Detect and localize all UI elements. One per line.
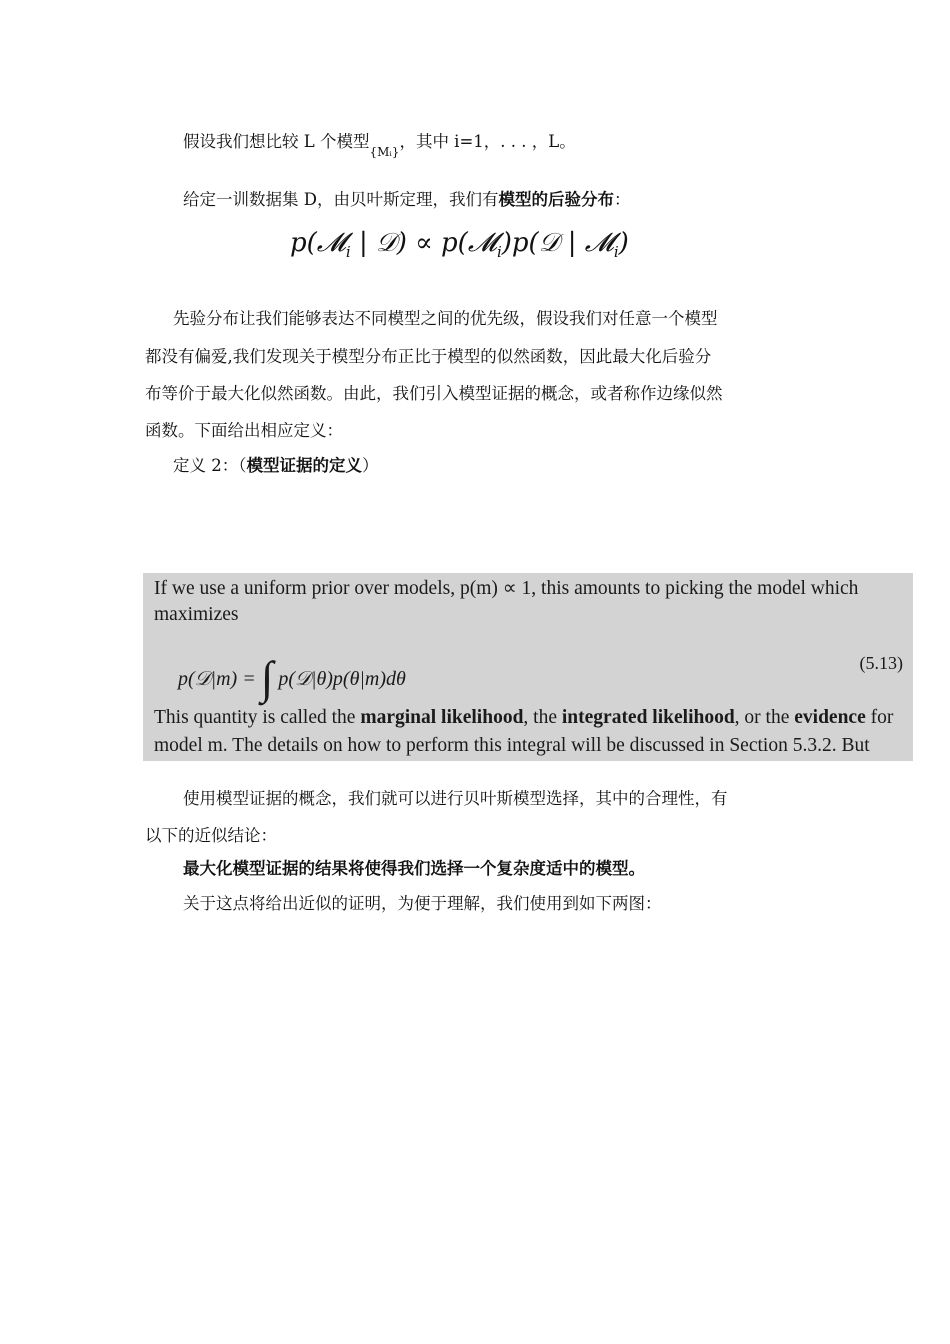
para3-line: 布等价于最大化似然函数。由此，我们引入模型证据的概念，或者称作边缘似然 <box>145 384 723 403</box>
para2-colon: ： <box>613 190 631 209</box>
eq-sub: i <box>496 243 502 262</box>
para1-text: 假设我们想比较 L 个模型 <box>183 132 370 151</box>
excerpt-line: If we use a uniform prior over models, p(m) ∝ 1, this amounts to picking the model which <box>154 578 859 599</box>
definition-prefix: 定义 2：（ <box>173 456 247 475</box>
posterior-term: 模型的后验分布 <box>498 190 614 209</box>
eq-lhs: p(𝒟|m) = <box>178 668 261 690</box>
eq-rhs: p(𝒟|θ)p(θ|m)dθ <box>273 668 406 690</box>
para2-text: 给定一训数据集 D，由贝叶斯定理，我们有 <box>183 190 499 209</box>
model-set-notation: {Mᵢ} <box>369 145 400 159</box>
integrated-likelihood-term: integrated likelihood <box>561 707 735 728</box>
para4-line: 使用模型证据的概念，我们就可以进行贝叶斯模型选择，其中的合理性，有 <box>183 789 728 808</box>
para5: 关于这点将给出近似的证明，为便于理解，我们使用到如下两图： <box>183 894 662 913</box>
para1-text-end: ，其中 i=1，. . . ，L。 <box>399 132 576 151</box>
equation-number: (5.13) <box>859 653 903 673</box>
para1 <box>183 128 576 159</box>
eq-sub: i <box>613 243 619 262</box>
eq-rhs: )p(𝒟 | 𝓜 <box>501 228 614 258</box>
excerpt-text: This quantity is called the <box>154 707 361 728</box>
eq-end: ) <box>618 228 629 258</box>
para2 <box>183 186 630 210</box>
eq-sub: i <box>345 243 351 262</box>
excerpt-text: , the <box>523 707 562 728</box>
marginal-likelihood-term: marginal likelihood <box>360 707 524 728</box>
definition-suffix: ） <box>362 456 379 475</box>
excerpt-line <box>154 707 893 729</box>
textbook-excerpt <box>143 573 913 761</box>
excerpt-text: , or the <box>734 707 795 728</box>
eq-lhs: p(𝓜 <box>290 228 346 258</box>
excerpt-text: for <box>865 707 894 728</box>
definition-heading <box>173 452 379 476</box>
para4-line: 以下的近似结论： <box>145 826 277 845</box>
para3-line: 先验分布让我们能够表达不同模型之间的优先级，假设我们对任意一个模型 <box>173 309 718 328</box>
definition-title: 模型证据的定义 <box>246 456 362 475</box>
evidence-equation <box>178 643 406 703</box>
excerpt-line: maximizes <box>154 604 239 625</box>
integral-sign: ∫ <box>260 652 274 703</box>
excerpt-line: model m. The details on how to perform this integral will be discussed in Section 5.3.2. But <box>154 735 870 756</box>
conclusion-statement: 最大化模型证据的结果将使得我们选择一个复杂度适中的模型。 <box>183 859 645 878</box>
para3-line: 都没有偏爱,我们发现关于模型分布正比于模型的似然函数，因此最大化后验分 <box>145 347 712 366</box>
evidence-term: evidence <box>794 707 866 728</box>
para3-line: 函数。下面给出相应定义： <box>145 421 343 440</box>
eq-mid: | 𝒟) ∝ p(𝓜 <box>350 228 497 258</box>
bayes-equation <box>290 228 629 261</box>
